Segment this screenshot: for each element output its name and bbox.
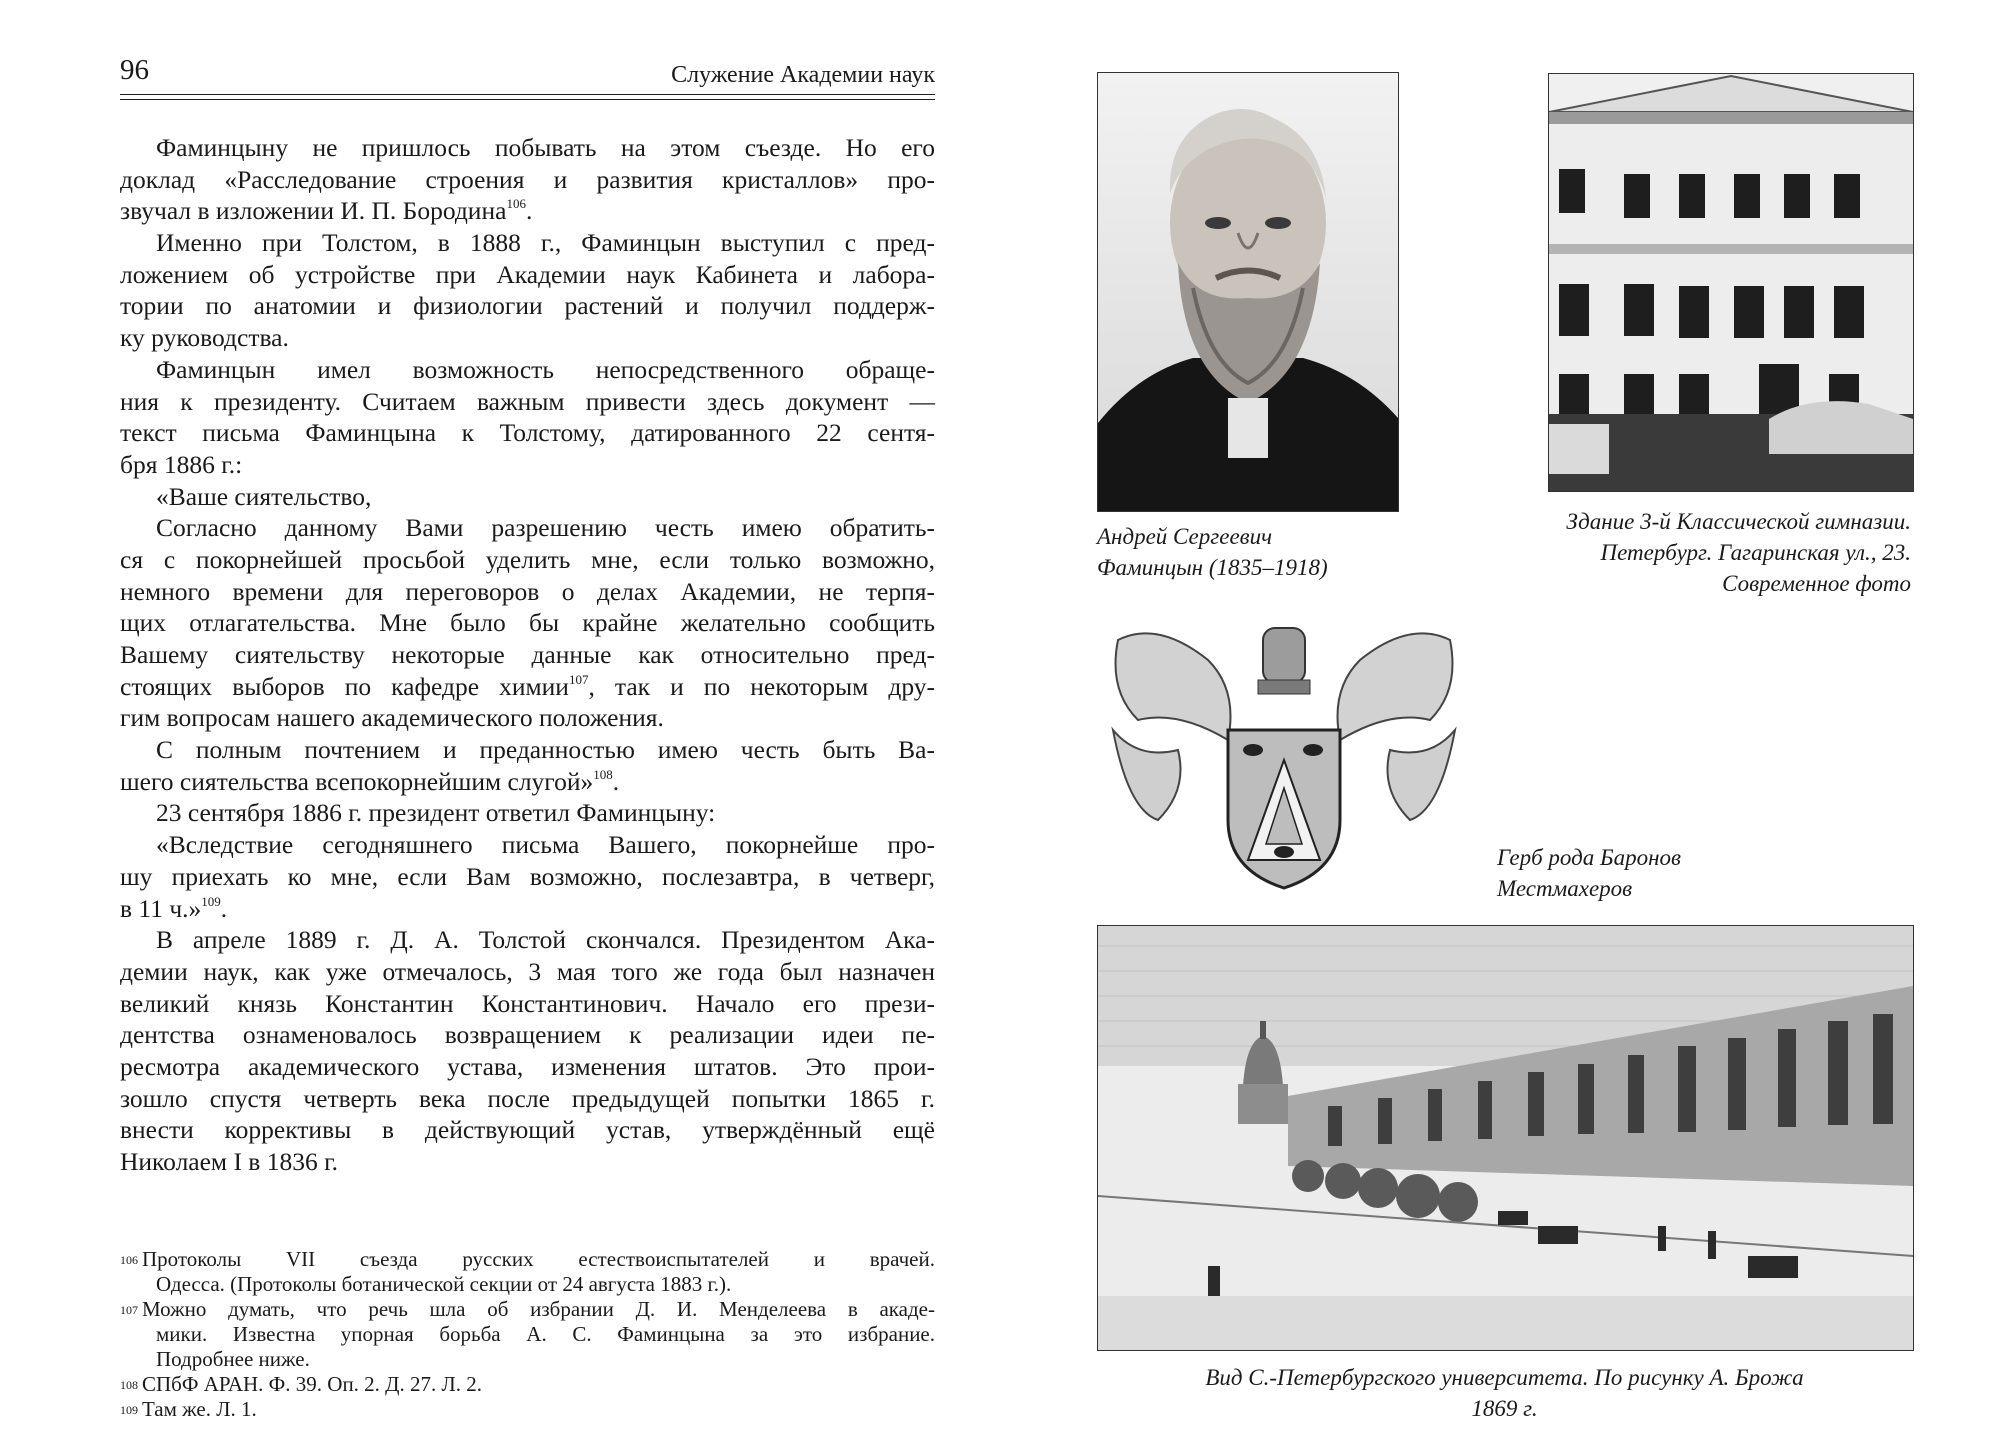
text-run: ния к президенту. Считаем важным привести здесь документ — — [120, 386, 935, 416]
text-line — [120, 1019, 935, 1051]
text-line — [120, 290, 935, 322]
text-run: . — [220, 893, 228, 923]
coat-of-arms — [1098, 620, 1470, 895]
footnote-line — [120, 1347, 935, 1372]
text-run: великий князь Константин Константинович. Начало его прези- — [120, 988, 935, 1018]
text-run: внести коррективы в действующий устав, утверждённый ещё — [120, 1115, 935, 1145]
page-header — [120, 50, 935, 96]
caption-line: Современное фото — [1722, 571, 1911, 596]
footnote-ref: 108 — [593, 766, 613, 782]
text-line — [120, 322, 935, 354]
text-run: демии наук, как уже отмечалось, 3 мая того же года был назначен — [120, 956, 935, 986]
text-line — [120, 544, 935, 576]
text-run: В апреле 1889 г. Д. А. Толстой скончался. Президентом Ака- — [156, 925, 935, 955]
footnote-ref: 106 — [506, 196, 526, 212]
text-line — [120, 132, 935, 164]
text-run: . — [612, 766, 620, 796]
header-rule — [120, 99, 935, 100]
text-line — [120, 1051, 935, 1083]
text-run: звучал в изложении И. П. Бородина — [120, 196, 507, 226]
text-run: доклад «Расследование строения и развития кристаллов» про- — [120, 164, 935, 194]
text-line — [120, 893, 935, 925]
footnote-number: 107 — [120, 1303, 138, 1317]
text-line — [120, 734, 935, 766]
footnote-number: 109 — [120, 1403, 138, 1417]
building-caption — [1438, 506, 1911, 599]
left-page — [120, 50, 936, 1421]
footnote-line — [120, 1372, 935, 1397]
text-line — [120, 164, 935, 196]
footnote-line — [120, 1247, 935, 1272]
text-line — [120, 861, 935, 893]
caption-line: Герб рода Баронов — [1497, 845, 1681, 870]
portrait-illustration — [1098, 73, 1398, 511]
text-run: зошло спустя четверть века после предыдущей попытки 1865 г. — [120, 1083, 935, 1113]
text-run: Фаминцын имел возможность непосредственного обраще- — [156, 354, 935, 384]
footnote-line — [120, 1297, 935, 1322]
footnote-ref: 109 — [201, 893, 221, 909]
footnote-number: 106 — [120, 1253, 138, 1267]
text-run: в 11 ч.» — [120, 893, 202, 923]
coat-of-arms-illustration — [1098, 620, 1470, 895]
text-line — [120, 1083, 935, 1115]
building-photo — [1548, 73, 1914, 492]
text-line — [120, 1114, 935, 1146]
text-run: бря 1886 г.: — [120, 449, 243, 479]
caption-line: Здание 3-й Классической гимназии. — [1566, 509, 1911, 534]
text-line — [120, 639, 935, 671]
running-title: Служение Академии наук — [671, 62, 935, 88]
text-line — [120, 988, 935, 1020]
footnote-text: Одесса. (Протоколы ботанической секции от 24 августа 1883 г.). — [156, 1272, 732, 1296]
text-run: ложением об устройстве при Академии наук Кабинета и лабора- — [120, 259, 935, 289]
text-line — [120, 576, 935, 608]
text-line — [120, 417, 935, 449]
text-line — [120, 829, 935, 861]
text-line — [120, 1146, 935, 1178]
footnote-ref: 107 — [568, 671, 589, 687]
text-run: ся с покорнейшей просьбой уделить мне, если только возможно, — [120, 544, 935, 574]
footnote-text: Можно думать, что речь шла об избрании Д. И. Менделеева в акаде- — [142, 1297, 935, 1321]
text-line — [120, 227, 935, 259]
text-line — [120, 671, 935, 703]
text-run: . — [525, 196, 533, 226]
text-run: Николаем I в 1836 г. — [120, 1147, 339, 1176]
text-run: Именно при Толстом, в 1888 г., Фаминцын выступил с пред- — [156, 228, 935, 258]
text-run: текст письма Фаминцына к Толстому, датированного 22 сентя- — [120, 418, 935, 448]
footnote-line — [120, 1397, 935, 1422]
text-line — [120, 607, 935, 639]
footnotes — [120, 1247, 935, 1422]
caption-line: Фаминцын (1835–1918) — [1097, 555, 1328, 580]
page-number: 96 — [120, 54, 149, 86]
portrait-caption — [1097, 521, 1397, 583]
text-run: тории по анатомии и физиологии растений и получил поддерж- — [120, 291, 935, 321]
text-run: ку руководства. — [120, 323, 289, 353]
footnote-text: СПбФ АРАН. Ф. 39. Оп. 2. Д. 27. Л. 2. — [142, 1372, 482, 1396]
text-line — [120, 702, 935, 734]
caption-line: Вид С.-Петербургского университета. По рисунку А. Брожа — [1205, 1365, 1804, 1390]
caption-line: Местмахеров — [1497, 876, 1633, 901]
text-run: , так и по некоторым дру- — [588, 671, 936, 701]
text-line — [120, 512, 935, 544]
text-line — [120, 956, 935, 988]
caption-line: Андрей Сергеевич — [1097, 524, 1273, 549]
building-illustration — [1549, 74, 1913, 491]
text-run: немного времени для переговоров о делах Академии, не терпя- — [120, 576, 935, 606]
portrait-photo — [1097, 72, 1399, 512]
text-run: стоящих выборов по кафедре химии — [120, 671, 569, 701]
body-text — [120, 132, 935, 1178]
university-caption — [1097, 1362, 1912, 1424]
text-line — [120, 449, 935, 481]
university-engraving — [1097, 925, 1914, 1351]
text-run: дентства ознаменовалось возвращением к реализации идеи пе- — [120, 1020, 935, 1050]
text-run: шего сиятельства всепокорнейшим слугой» — [120, 766, 594, 796]
text-line — [120, 259, 935, 291]
coat-of-arms-caption — [1497, 842, 1897, 904]
footnote-line — [120, 1272, 935, 1297]
text-run: «Ваше сиятельство, — [156, 481, 372, 511]
text-line — [120, 195, 935, 227]
caption-line: 1869 г. — [1471, 1396, 1538, 1421]
text-run: «Вследствие сегодняшнего письма Вашего, покорнейше про- — [156, 830, 935, 860]
text-run: ресмотра академического устава, изменения штатов. Это прои- — [120, 1051, 935, 1081]
caption-line: Петербург. Гагаринская ул., 23. — [1600, 540, 1911, 565]
text-run: С полным почтением и преданностью имею честь быть Ва- — [156, 735, 935, 765]
footnote-text: Протоколы VII съезда русских естествоиспытателей и врачей. — [142, 1247, 935, 1271]
text-run: шу приехать ко мне, если Вам возможно, послезавтра, в четверг, — [120, 861, 935, 891]
footnote-line — [120, 1322, 935, 1347]
footnote-text: Подробнее ниже. — [156, 1347, 310, 1371]
header-rule — [120, 94, 935, 95]
text-run: Согласно данному Вами разрешению честь имею обратить- — [156, 513, 935, 543]
text-run: гим вопросам нашего академического положения. — [120, 703, 664, 733]
text-line — [120, 481, 935, 513]
text-line — [120, 797, 935, 829]
text-run: Фаминцыну не пришлось побывать на этом съезде. Но его — [156, 133, 935, 162]
text-run: 23 сентября 1886 г. президент ответил Фаминцыну: — [156, 798, 716, 828]
footnote-text: мики. Известна упорная борьба А. С. Фаминцына за это избрание. — [156, 1322, 935, 1346]
text-line — [120, 766, 935, 798]
footnote-number: 108 — [120, 1378, 138, 1392]
text-line — [120, 354, 935, 386]
text-line — [120, 924, 935, 956]
footnote-text: Там же. Л. 1. — [142, 1397, 257, 1421]
text-run: щих отлагательства. Мне было бы крайне желательно сообщить — [120, 608, 935, 638]
text-run: Вашему сиятельству некоторые данные как относительно пред- — [120, 640, 935, 669]
text-line — [120, 386, 935, 418]
university-illustration — [1098, 926, 1913, 1350]
